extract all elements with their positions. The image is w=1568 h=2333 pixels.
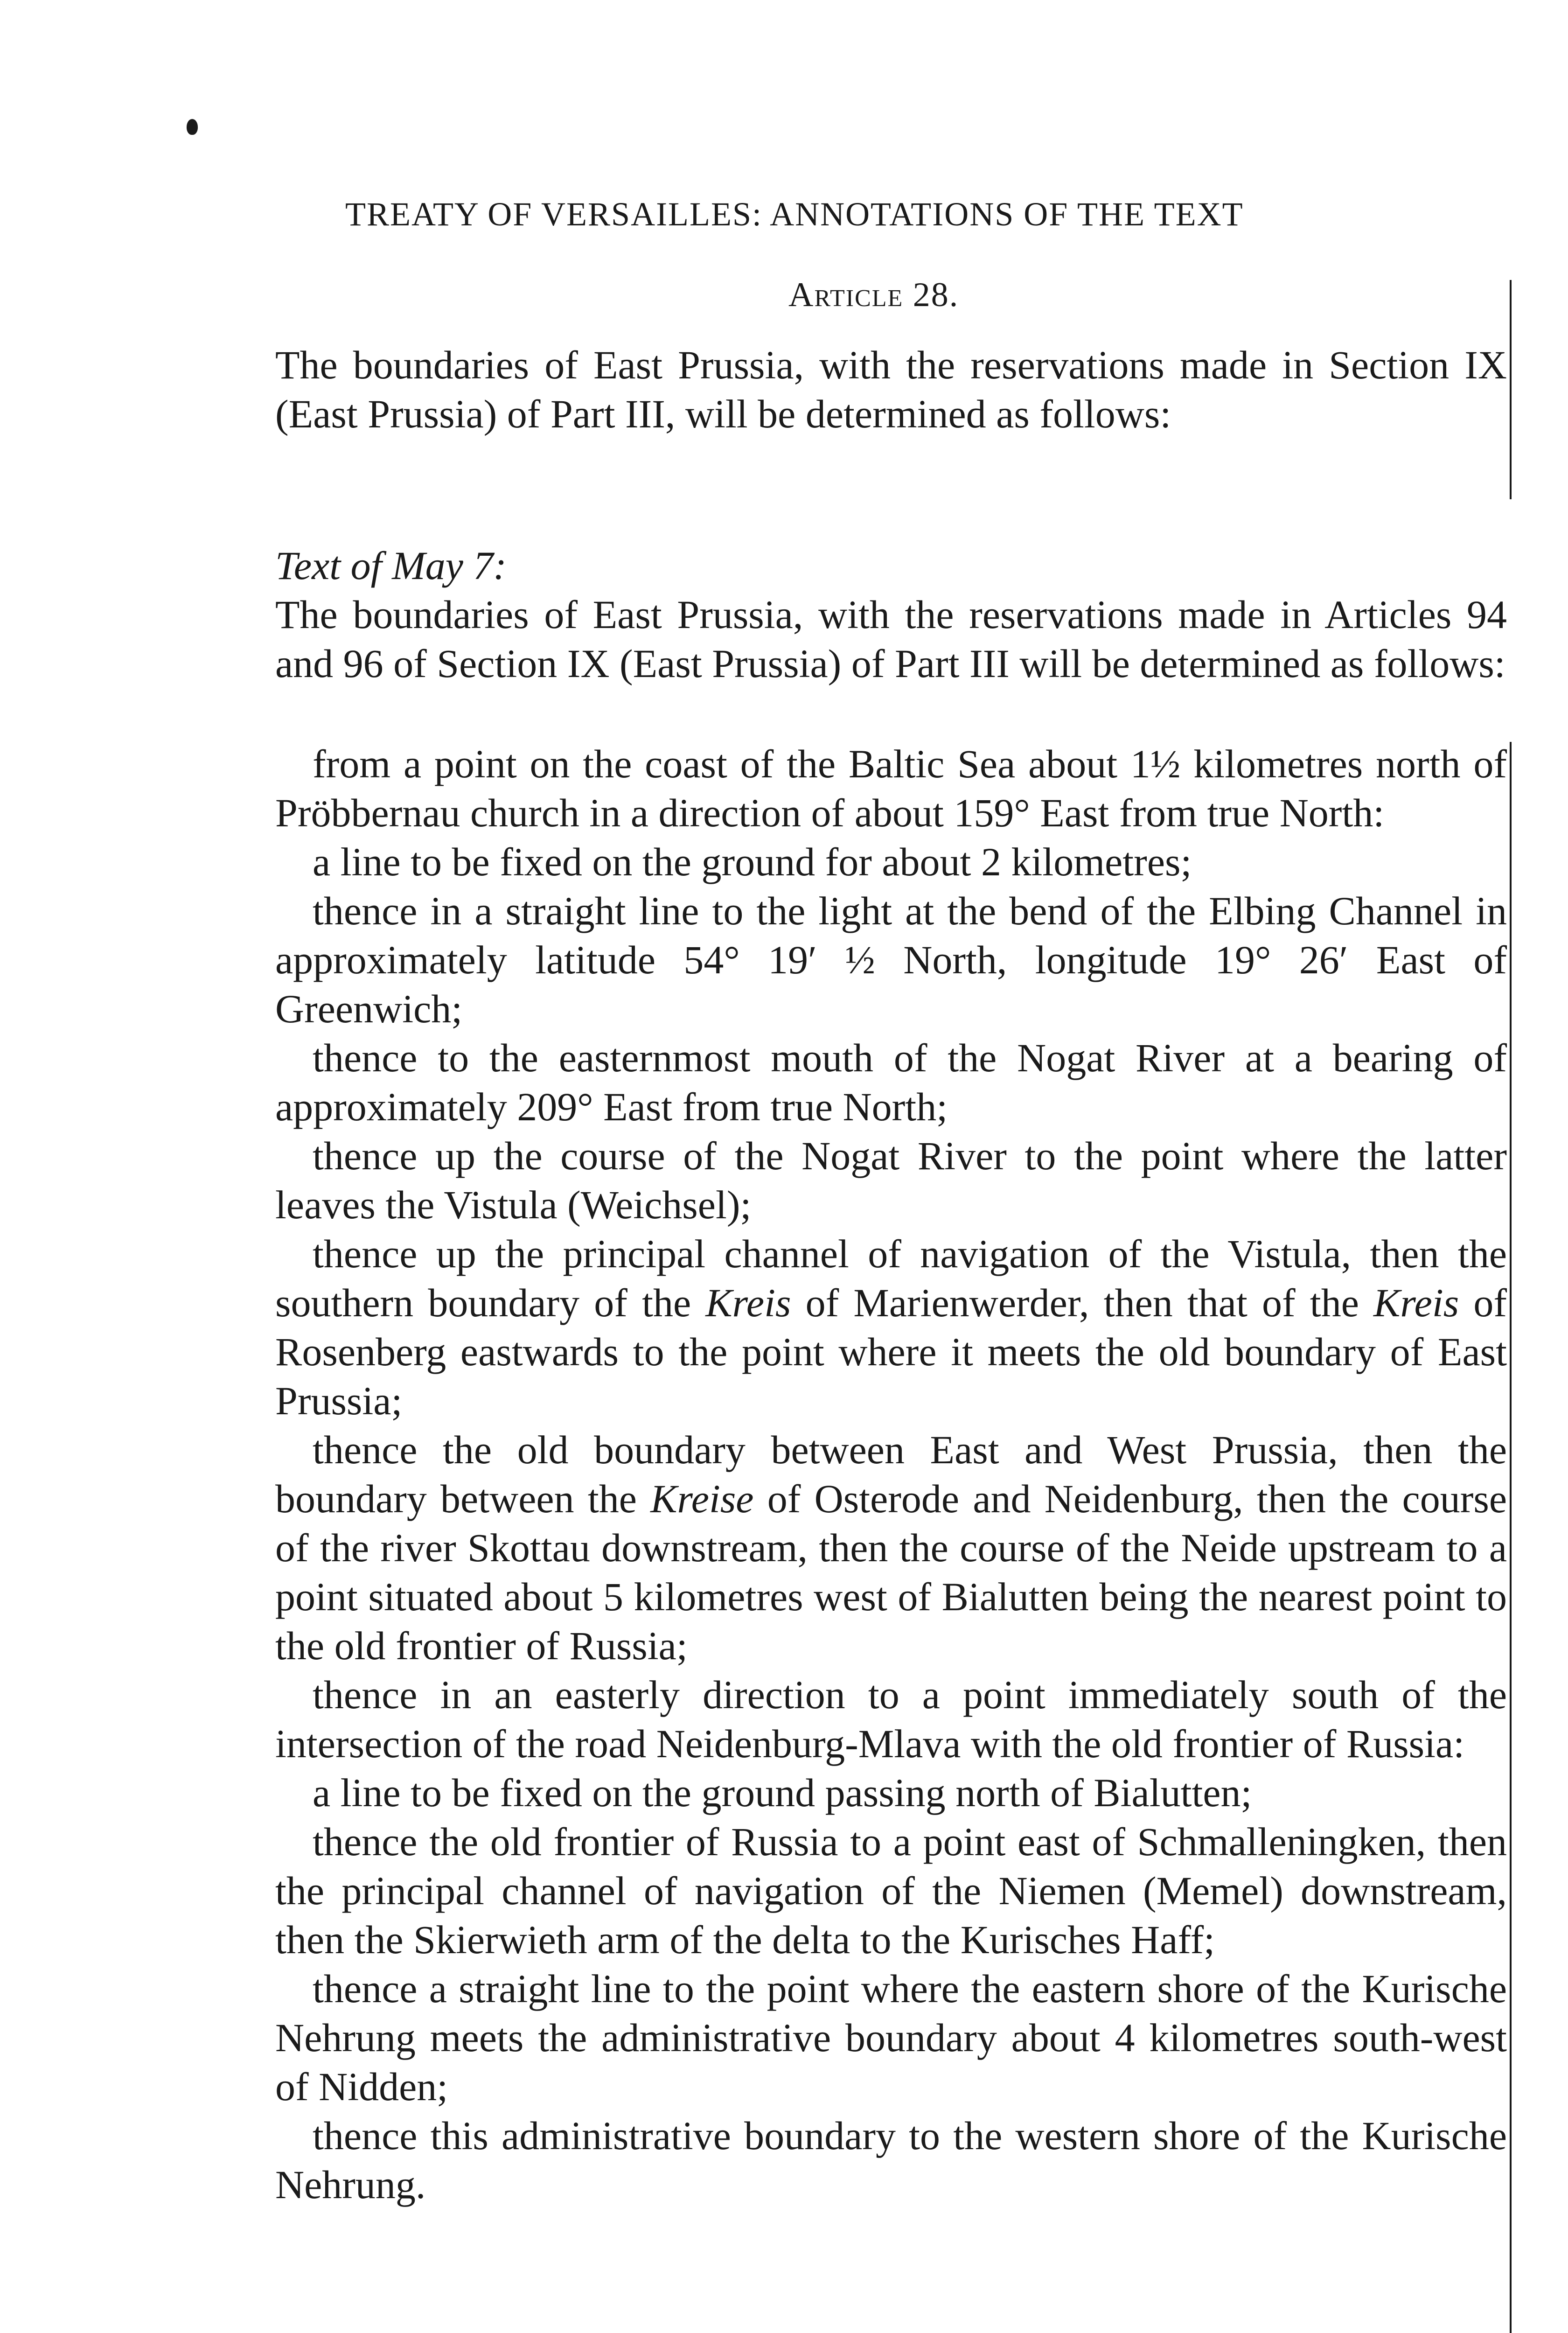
boundary-line: a line to be fixed on the ground for about 2 kilometres; — [313, 839, 1192, 884]
article-number: 28. — [913, 276, 959, 314]
boundary-line: thence a straight line to the point where the eastern shore of the Kurische Nehrung meets the administrative boundary about 4 kilometres south-west of Nidden; — [275, 1966, 1507, 2109]
may7-label: Text of May 7: — [275, 543, 507, 588]
boundary-line: a line to be fixed on the ground passing north of Bialutten; — [313, 1770, 1252, 1815]
boundary-line: thence the old frontier of Russia to a point east of Schmalleningken, then the principal channel of navigation of the Niemen (Memel) downstream, then the Skierwieth arm of the delta to the Kurisches Haff; — [275, 1819, 1507, 1962]
boundary-line: thence in an easterly direction to a point immediately south of the intersection of the road Neidenburg-Mlava with the old frontier of Russia: — [275, 1672, 1507, 1766]
boundary-line: thence to the easternmost mouth of the Nogat River at a bearing of approximately 209° East from true North; — [275, 1035, 1507, 1129]
boundary-description — [275, 740, 1507, 2209]
term-italic: Kreis — [1373, 1280, 1459, 1325]
term-italic: Kreis — [705, 1280, 791, 1325]
term-italic: Kreise — [650, 1476, 754, 1521]
boundary-line: from a point on the coast of the Baltic Sea about 1½ kilometres north of Pröbbernau church in a direction of about 159° East from true North: — [275, 741, 1507, 835]
article-heading — [788, 275, 959, 315]
boundary-line: thence up the principal channel of navigation of the Vistula, then the southern boundary of the Kreis of Marienwerder, then that of the Kreis of Rosenberg eastwards to the point where it meets the old boundary of East Prussia; — [275, 1231, 1507, 1423]
intro-paragraph — [275, 341, 1507, 439]
boundary-line: thence the old boundary between East and West Prussia, then the boundary between the Kreise of Osterode and Neidenburg, then the course of the river Skottau downstream, then the course of the Neide upstream to a point situated about 5 kilometres west of Bialutten being the nearest point to the old frontier of Russia; — [275, 1427, 1507, 1668]
intro-text: The boundaries of East Prussia, with the reservations made in Section IX (East Prussia) of Part III, will be determined as follows: — [275, 342, 1507, 436]
may7-text: The boundaries of East Prussia, with the reservations made in Articles 94 and 96 of Section IX (East Prussia) of Part III will be determined as follows: — [275, 592, 1507, 686]
margin-rule-boundary — [1510, 742, 1512, 2333]
running-head: TREATY OF VERSAILLES: ANNOTATIONS OF THE TEXT — [345, 196, 1244, 233]
text-of-may-7 — [275, 541, 1507, 688]
boundary-line: thence this administrative boundary to the western shore of the Kurische Nehrung. — [275, 2113, 1507, 2207]
bullet-mark — [187, 119, 198, 135]
boundary-line: thence in a straight line to the light at the bend of the Elbing Channel in approximately latitude 54° 19′ ½ North, longitude 19° 26′ East of Greenwich; — [275, 888, 1507, 1031]
article-label: Article — [788, 276, 904, 314]
boundary-line: thence up the course of the Nogat River to the point where the latter leaves the Vistula (Weichsel); — [275, 1133, 1507, 1227]
margin-rule-intro — [1510, 280, 1512, 499]
